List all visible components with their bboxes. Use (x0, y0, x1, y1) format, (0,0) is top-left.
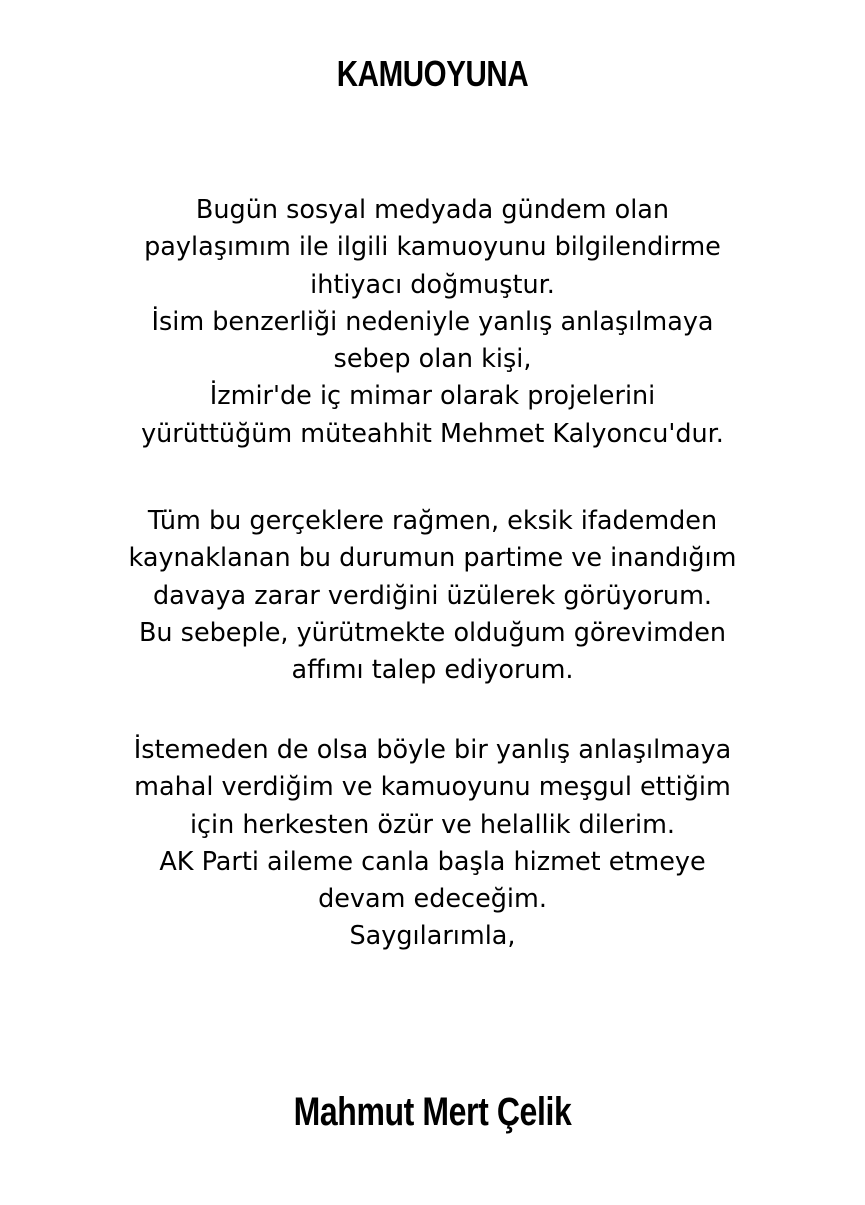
paragraph-line: Tüm bu gerçeklere rağmen, eksik ifademden (147, 506, 718, 536)
paragraph-line: Bugün sosyal medyada gündem olan (195, 195, 670, 225)
paragraph-line: mahal verdiğim ve kamuoyunu meşgul ettiğim (134, 772, 731, 803)
paragraph-apology (0, 732, 865, 956)
signature-name: Mahmut Mert Çelik (293, 1090, 572, 1134)
paragraph-line: paylaşımım ile ilgili kamuoyunu bilgilendirme (144, 232, 721, 263)
paragraph-line: AK Parti aileme canla başla hizmet etmeye (159, 846, 706, 877)
paragraph-line: sebep olan kişi, (333, 344, 532, 375)
paragraph-line: yürüttüğüm müteahhit Mehmet Kalyoncu'dur. (141, 418, 724, 449)
paragraph-line: ihtiyacı doğmuştur. (310, 269, 555, 300)
paragraph-line: Bu sebeple, yürütmekte olduğum görevimden (138, 617, 727, 648)
paragraph-line: davaya zarar verdiğini üzülerek görüyorum. (152, 580, 713, 611)
paragraph-line: İsim benzerliği nedeniyle yanlış anlaşılmaya (151, 306, 714, 337)
paragraph-line: Saygılarımla, (349, 921, 516, 952)
paragraph-line: devam edeceğim. (318, 884, 547, 915)
paragraph-line: affımı talep ediyorum. (291, 655, 574, 686)
paragraph-clarification (0, 192, 865, 453)
paragraph-line: İstemeden de olsa böyle bir yanlış anlaşılmaya (133, 735, 732, 765)
document-title: KAMUOYUNA (336, 53, 529, 94)
paragraph-resignation (0, 503, 865, 689)
paragraph-line: için herkesten özür ve helallik dilerim. (189, 809, 676, 840)
paragraph-line: kaynaklanan bu durumun partime ve inandığım (128, 543, 737, 574)
paragraph-line: İzmir'de iç mimar olarak projelerini (209, 381, 656, 412)
